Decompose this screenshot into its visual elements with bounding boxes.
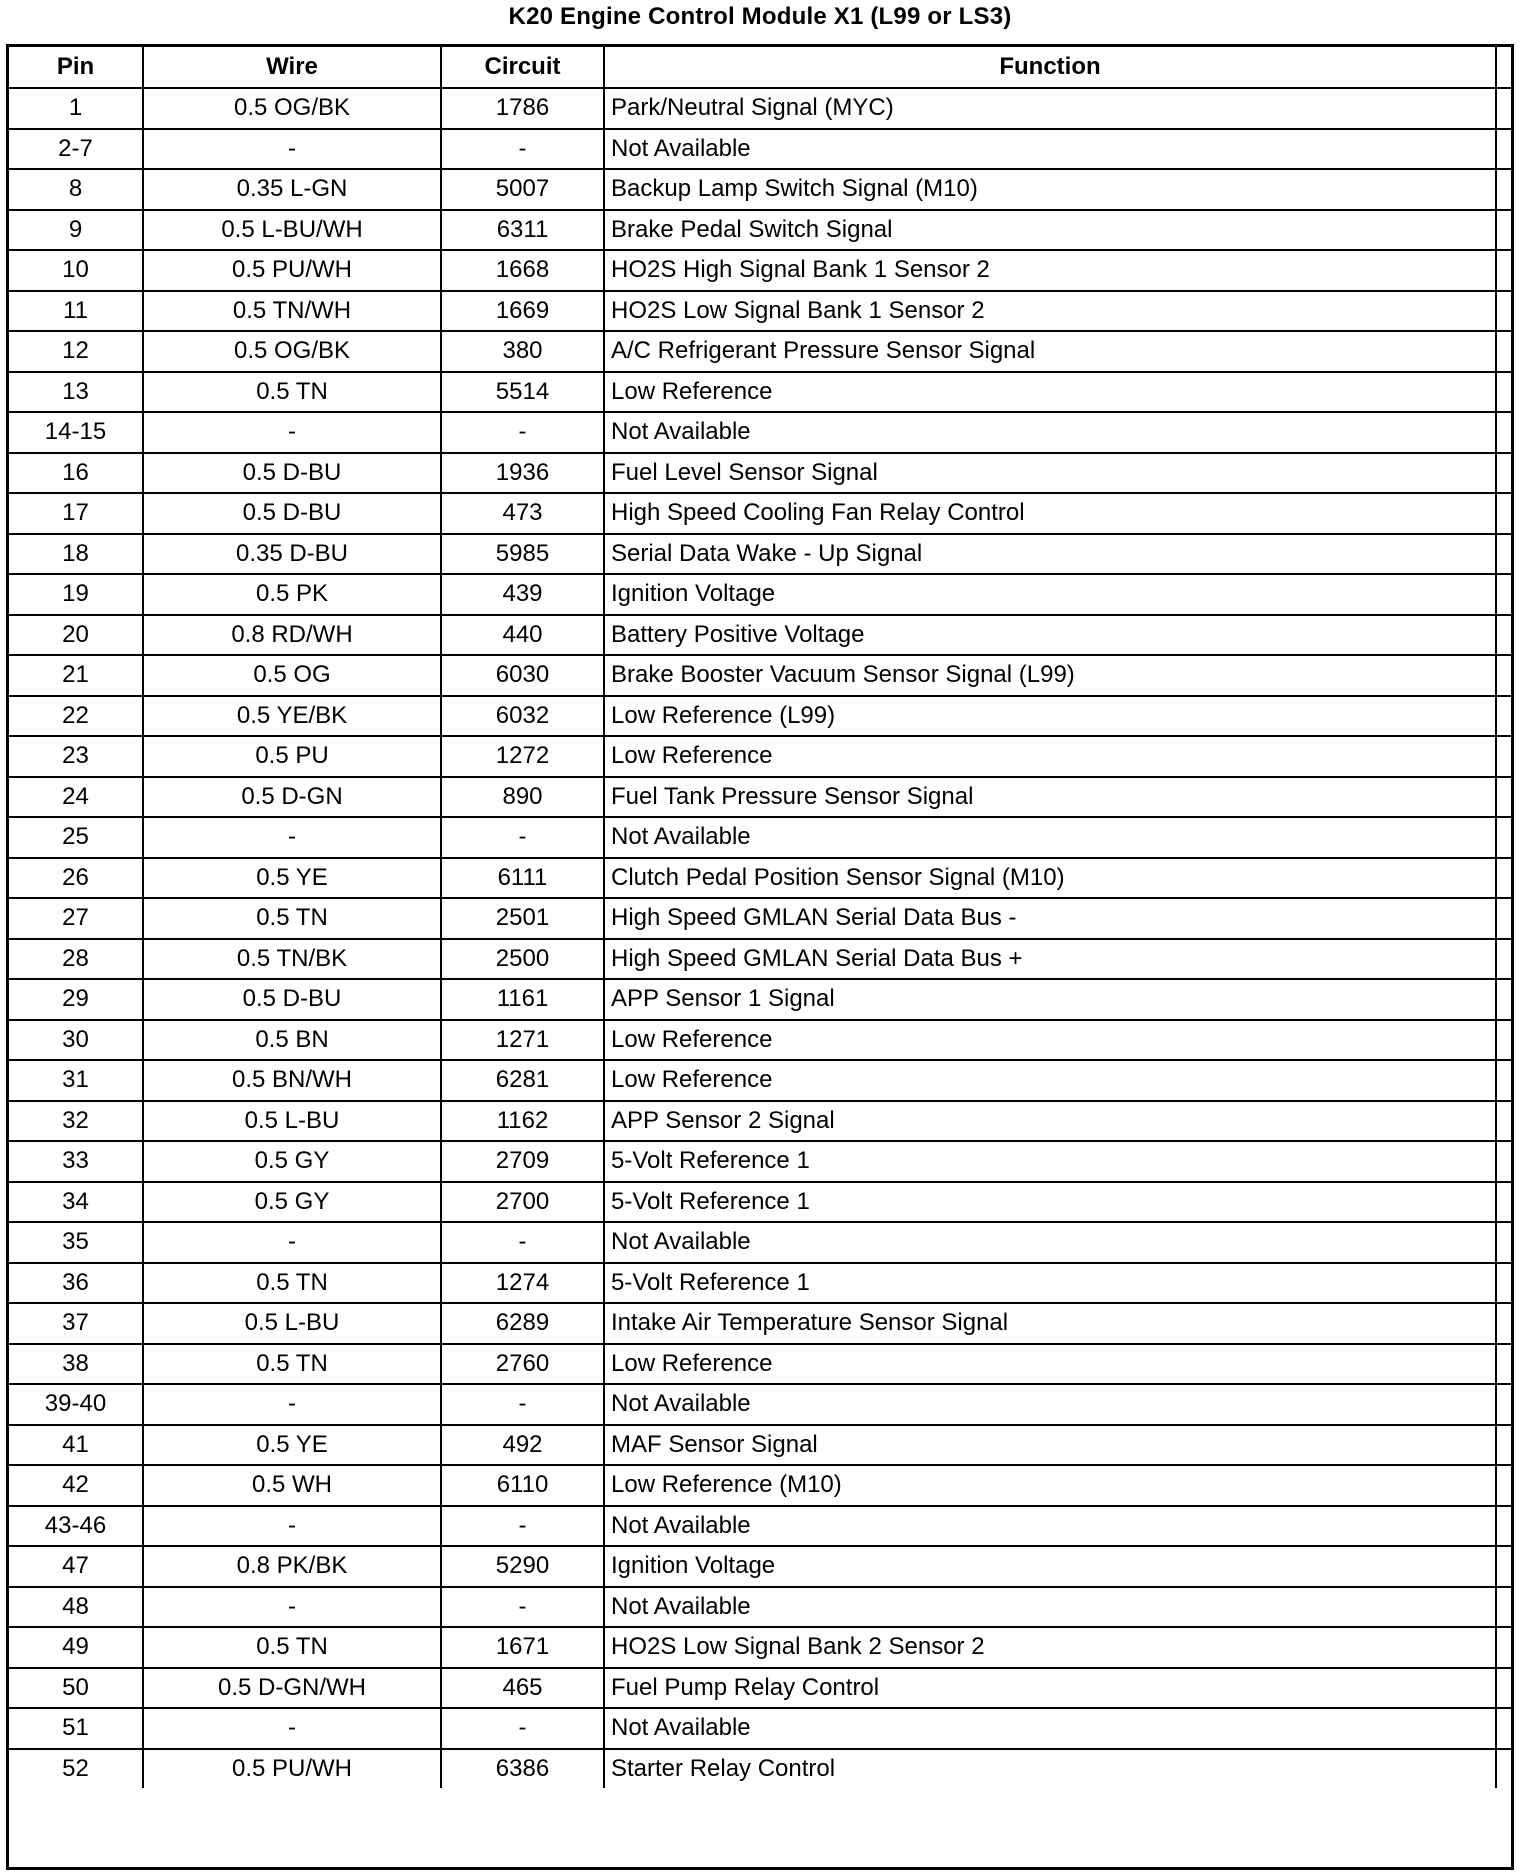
circuit-cell: 5007 (441, 169, 604, 210)
wire-cell: 0.5 YE (143, 1425, 441, 1466)
function-cell: Ignition Voltage (604, 1546, 1496, 1587)
circuit-cell: 1936 (441, 453, 604, 494)
function-cell: High Speed GMLAN Serial Data Bus - (604, 898, 1496, 939)
circuit-cell: - (441, 1708, 604, 1749)
pin-cell: 43-46 (9, 1506, 143, 1547)
wire-cell: 0.5 PK (143, 574, 441, 615)
function-cell: Fuel Level Sensor Signal (604, 453, 1496, 494)
wire-cell: - (143, 1506, 441, 1547)
pin-cell: 21 (9, 655, 143, 696)
table-row (9, 777, 1511, 818)
function-cell: APP Sensor 1 Signal (604, 979, 1496, 1020)
circuit-cell: 890 (441, 777, 604, 818)
circuit-cell: 1161 (441, 979, 604, 1020)
circuit-cell: 465 (441, 1668, 604, 1709)
function-cell: Not Available (604, 129, 1496, 170)
circuit-cell: 2500 (441, 939, 604, 980)
function-cell: Not Available (604, 412, 1496, 453)
table-row (9, 534, 1511, 575)
circuit-cell: 440 (441, 615, 604, 656)
circuit-cell: - (441, 1506, 604, 1547)
wire-cell: 0.5 L-BU/WH (143, 210, 441, 251)
wire-cell: 0.5 WH (143, 1465, 441, 1506)
wire-cell: 0.5 D-BU (143, 453, 441, 494)
function-cell: Fuel Tank Pressure Sensor Signal (604, 777, 1496, 818)
function-cell: MAF Sensor Signal (604, 1425, 1496, 1466)
spacer-cell (1496, 574, 1511, 615)
pin-cell: 16 (9, 453, 143, 494)
spacer-cell (1496, 1101, 1511, 1142)
wire-cell: 0.5 D-GN/WH (143, 1668, 441, 1709)
table-row (9, 493, 1511, 534)
circuit-cell: - (441, 129, 604, 170)
circuit-cell: 6032 (441, 696, 604, 737)
wire-cell: 0.5 BN/WH (143, 1060, 441, 1101)
pin-cell: 36 (9, 1263, 143, 1304)
table-row (9, 817, 1511, 858)
wire-cell: 0.5 YE (143, 858, 441, 899)
circuit-cell: 1162 (441, 1101, 604, 1142)
circuit-cell: 2760 (441, 1344, 604, 1385)
circuit-cell: 1669 (441, 291, 604, 332)
wire-cell: 0.5 OG/BK (143, 88, 441, 129)
circuit-cell: 492 (441, 1425, 604, 1466)
table-row (9, 210, 1511, 251)
table-row (9, 1101, 1511, 1142)
table-row (9, 736, 1511, 777)
wire-cell: 0.5 BN (143, 1020, 441, 1061)
pin-cell: 2-7 (9, 129, 143, 170)
table-row (9, 1060, 1511, 1101)
spacer-cell (1496, 372, 1511, 413)
spacer-cell (1496, 655, 1511, 696)
table-row (9, 129, 1511, 170)
table-row (9, 574, 1511, 615)
pin-cell: 51 (9, 1708, 143, 1749)
wire-cell: 0.5 L-BU (143, 1101, 441, 1142)
circuit-cell: 6110 (441, 1465, 604, 1506)
spacer-cell (1496, 939, 1511, 980)
table-header-row (9, 47, 1511, 88)
function-cell: Clutch Pedal Position Sensor Signal (M10) (604, 858, 1496, 899)
wire-cell: 0.5 L-BU (143, 1303, 441, 1344)
wire-cell: 0.5 GY (143, 1182, 441, 1223)
wire-cell: 0.5 OG/BK (143, 331, 441, 372)
circuit-cell: 1786 (441, 88, 604, 129)
spacer-cell (1496, 1020, 1511, 1061)
pin-cell: 13 (9, 372, 143, 413)
spacer-cell (1496, 453, 1511, 494)
pin-cell: 28 (9, 939, 143, 980)
function-cell: HO2S High Signal Bank 1 Sensor 2 (604, 250, 1496, 291)
table-row (9, 1303, 1511, 1344)
wire-cell: 0.5 PU/WH (143, 250, 441, 291)
wire-cell: - (143, 1384, 441, 1425)
wire-cell: 0.5 D-BU (143, 979, 441, 1020)
table-row (9, 250, 1511, 291)
spacer-cell (1496, 250, 1511, 291)
circuit-cell: 5514 (441, 372, 604, 413)
pin-cell: 8 (9, 169, 143, 210)
wire-cell: 0.35 L-GN (143, 169, 441, 210)
spacer-cell (1496, 736, 1511, 777)
spacer-cell (1496, 979, 1511, 1020)
pin-cell: 35 (9, 1222, 143, 1263)
header-wire: Wire (143, 47, 441, 88)
wire-cell: 0.5 PU (143, 736, 441, 777)
table-row (9, 939, 1511, 980)
pin-cell: 14-15 (9, 412, 143, 453)
table-row (9, 1384, 1511, 1425)
function-cell: Ignition Voltage (604, 574, 1496, 615)
function-cell: Not Available (604, 1506, 1496, 1547)
pin-cell: 22 (9, 696, 143, 737)
table-row (9, 655, 1511, 696)
spacer-cell (1496, 1384, 1511, 1425)
spacer-cell (1496, 615, 1511, 656)
table-body (9, 88, 1511, 1788)
wire-cell: - (143, 412, 441, 453)
wire-cell: 0.5 TN (143, 1344, 441, 1385)
pin-cell: 50 (9, 1668, 143, 1709)
connector-table-frame (6, 44, 1514, 1870)
pin-cell: 27 (9, 898, 143, 939)
wire-cell: 0.5 D-BU (143, 493, 441, 534)
wire-cell: 0.5 TN (143, 1263, 441, 1304)
wire-cell: 0.35 D-BU (143, 534, 441, 575)
table-row (9, 898, 1511, 939)
circuit-cell: 6030 (441, 655, 604, 696)
wire-cell: - (143, 1587, 441, 1628)
spacer-cell (1496, 898, 1511, 939)
table-row (9, 169, 1511, 210)
pin-cell: 33 (9, 1141, 143, 1182)
function-cell: Serial Data Wake - Up Signal (604, 534, 1496, 575)
function-cell: Intake Air Temperature Sensor Signal (604, 1303, 1496, 1344)
function-cell: Low Reference (604, 736, 1496, 777)
circuit-cell: 1668 (441, 250, 604, 291)
function-cell: Park/Neutral Signal (MYC) (604, 88, 1496, 129)
pin-cell: 25 (9, 817, 143, 858)
pin-cell: 29 (9, 979, 143, 1020)
spacer-cell (1496, 1425, 1511, 1466)
pin-cell: 1 (9, 88, 143, 129)
pin-cell: 34 (9, 1182, 143, 1223)
wire-cell: 0.5 OG (143, 655, 441, 696)
pin-cell: 48 (9, 1587, 143, 1628)
spacer-cell (1496, 696, 1511, 737)
spacer-cell (1496, 1627, 1511, 1668)
table-row (9, 615, 1511, 656)
pin-cell: 11 (9, 291, 143, 332)
spacer-cell (1496, 1465, 1511, 1506)
circuit-cell: 2501 (441, 898, 604, 939)
pin-cell: 37 (9, 1303, 143, 1344)
table-row (9, 453, 1511, 494)
spacer-cell (1496, 817, 1511, 858)
page-title: K20 Engine Control Module X1 (L99 or LS3) (508, 3, 1012, 30)
circuit-cell: 2709 (441, 1141, 604, 1182)
wire-cell: 0.8 PK/BK (143, 1546, 441, 1587)
connector-pinout-table (9, 47, 1511, 1788)
wire-cell: - (143, 1708, 441, 1749)
table-row (9, 88, 1511, 129)
table-row (9, 858, 1511, 899)
pin-cell: 31 (9, 1060, 143, 1101)
function-cell: HO2S Low Signal Bank 1 Sensor 2 (604, 291, 1496, 332)
table-row (9, 331, 1511, 372)
spacer-cell (1496, 1303, 1511, 1344)
function-cell: Not Available (604, 1708, 1496, 1749)
table-row (9, 1344, 1511, 1385)
circuit-cell: 1271 (441, 1020, 604, 1061)
pin-cell: 38 (9, 1344, 143, 1385)
pin-cell: 42 (9, 1465, 143, 1506)
circuit-cell: - (441, 1222, 604, 1263)
circuit-cell: 439 (441, 574, 604, 615)
table-row (9, 1465, 1511, 1506)
circuit-cell: 5290 (441, 1546, 604, 1587)
spacer-cell (1496, 1263, 1511, 1304)
circuit-cell: - (441, 1384, 604, 1425)
circuit-cell: 2700 (441, 1182, 604, 1223)
function-cell: A/C Refrigerant Pressure Sensor Signal (604, 331, 1496, 372)
function-cell: Not Available (604, 1384, 1496, 1425)
circuit-cell: - (441, 817, 604, 858)
function-cell: APP Sensor 2 Signal (604, 1101, 1496, 1142)
table-row (9, 1546, 1511, 1587)
function-cell: Battery Positive Voltage (604, 615, 1496, 656)
circuit-cell: 1671 (441, 1627, 604, 1668)
wire-cell: 0.5 TN/BK (143, 939, 441, 980)
spacer-cell (1496, 1344, 1511, 1385)
spacer-cell (1496, 210, 1511, 251)
pin-cell: 24 (9, 777, 143, 818)
spacer-cell (1496, 534, 1511, 575)
function-cell: 5-Volt Reference 1 (604, 1141, 1496, 1182)
circuit-cell: 1274 (441, 1263, 604, 1304)
table-row (9, 696, 1511, 737)
spacer-cell (1496, 129, 1511, 170)
table-row (9, 1587, 1511, 1628)
pin-cell: 39-40 (9, 1384, 143, 1425)
spacer-cell (1496, 1141, 1511, 1182)
table-row (9, 1141, 1511, 1182)
table-row (9, 1668, 1511, 1709)
function-cell: Low Reference (604, 1344, 1496, 1385)
wire-cell: 0.5 D-GN (143, 777, 441, 818)
circuit-cell: - (441, 1587, 604, 1628)
spacer-cell (1496, 412, 1511, 453)
function-cell: Low Reference (L99) (604, 696, 1496, 737)
circuit-cell: 1272 (441, 736, 604, 777)
wire-cell: - (143, 129, 441, 170)
table-row (9, 291, 1511, 332)
spacer-cell (1496, 169, 1511, 210)
function-cell: Low Reference (604, 372, 1496, 413)
function-cell: Starter Relay Control (604, 1749, 1496, 1789)
table-row (9, 1708, 1511, 1749)
wire-cell: 0.5 TN (143, 372, 441, 413)
header-spacer (1496, 47, 1511, 88)
pin-cell: 49 (9, 1627, 143, 1668)
spacer-cell (1496, 1587, 1511, 1628)
circuit-cell: 380 (441, 331, 604, 372)
table-row (9, 1749, 1511, 1789)
table-row (9, 412, 1511, 453)
table-row (9, 1506, 1511, 1547)
function-cell: High Speed GMLAN Serial Data Bus + (604, 939, 1496, 980)
wire-cell: 0.5 TN (143, 898, 441, 939)
table-row (9, 979, 1511, 1020)
spacer-cell (1496, 1749, 1511, 1789)
circuit-cell: 6289 (441, 1303, 604, 1344)
function-cell: Brake Booster Vacuum Sensor Signal (L99) (604, 655, 1496, 696)
wire-cell: - (143, 817, 441, 858)
function-cell: HO2S Low Signal Bank 2 Sensor 2 (604, 1627, 1496, 1668)
wire-cell: 0.5 PU/WH (143, 1749, 441, 1789)
pin-cell: 12 (9, 331, 143, 372)
function-cell: Not Available (604, 1222, 1496, 1263)
spacer-cell (1496, 331, 1511, 372)
spacer-cell (1496, 858, 1511, 899)
table-row (9, 1425, 1511, 1466)
function-cell: 5-Volt Reference 1 (604, 1263, 1496, 1304)
pin-cell: 41 (9, 1425, 143, 1466)
pin-cell: 23 (9, 736, 143, 777)
wire-cell: 0.5 GY (143, 1141, 441, 1182)
pin-cell: 30 (9, 1020, 143, 1061)
table-row (9, 1222, 1511, 1263)
wire-cell: 0.5 TN (143, 1627, 441, 1668)
spacer-cell (1496, 1708, 1511, 1749)
pin-cell: 10 (9, 250, 143, 291)
circuit-cell: 6386 (441, 1749, 604, 1789)
spacer-cell (1496, 1222, 1511, 1263)
table-row (9, 1263, 1511, 1304)
pin-cell: 18 (9, 534, 143, 575)
function-cell: Low Reference (604, 1060, 1496, 1101)
pin-cell: 9 (9, 210, 143, 251)
spacer-cell (1496, 291, 1511, 332)
circuit-cell: 473 (441, 493, 604, 534)
wire-cell: 0.5 YE/BK (143, 696, 441, 737)
function-cell: Backup Lamp Switch Signal (M10) (604, 169, 1496, 210)
pin-cell: 32 (9, 1101, 143, 1142)
pin-cell: 26 (9, 858, 143, 899)
table-row (9, 1020, 1511, 1061)
function-cell: Not Available (604, 817, 1496, 858)
circuit-cell: 5985 (441, 534, 604, 575)
function-cell: Low Reference (604, 1020, 1496, 1061)
wire-cell: 0.8 RD/WH (143, 615, 441, 656)
header-function: Function (604, 47, 1496, 88)
function-cell: Fuel Pump Relay Control (604, 1668, 1496, 1709)
spacer-cell (1496, 1546, 1511, 1587)
wire-cell: - (143, 1222, 441, 1263)
spacer-cell (1496, 88, 1511, 129)
function-cell: High Speed Cooling Fan Relay Control (604, 493, 1496, 534)
table-row (9, 1627, 1511, 1668)
header-circuit: Circuit (441, 47, 604, 88)
circuit-cell: 6111 (441, 858, 604, 899)
function-cell: Low Reference (M10) (604, 1465, 1496, 1506)
function-cell: 5-Volt Reference 1 (604, 1182, 1496, 1223)
spacer-cell (1496, 1668, 1511, 1709)
table-row (9, 372, 1511, 413)
pin-cell: 17 (9, 493, 143, 534)
wire-cell: 0.5 TN/WH (143, 291, 441, 332)
pin-cell: 47 (9, 1546, 143, 1587)
spacer-cell (1496, 1182, 1511, 1223)
spacer-cell (1496, 777, 1511, 818)
function-cell: Brake Pedal Switch Signal (604, 210, 1496, 251)
table-row (9, 1182, 1511, 1223)
header-pin: Pin (9, 47, 143, 88)
circuit-cell: - (441, 412, 604, 453)
pin-cell: 52 (9, 1749, 143, 1789)
circuit-cell: 6281 (441, 1060, 604, 1101)
function-cell: Not Available (604, 1587, 1496, 1628)
spacer-cell (1496, 493, 1511, 534)
spacer-cell (1496, 1506, 1511, 1547)
spacer-cell (1496, 1060, 1511, 1101)
pin-cell: 20 (9, 615, 143, 656)
pin-cell: 19 (9, 574, 143, 615)
circuit-cell: 6311 (441, 210, 604, 251)
